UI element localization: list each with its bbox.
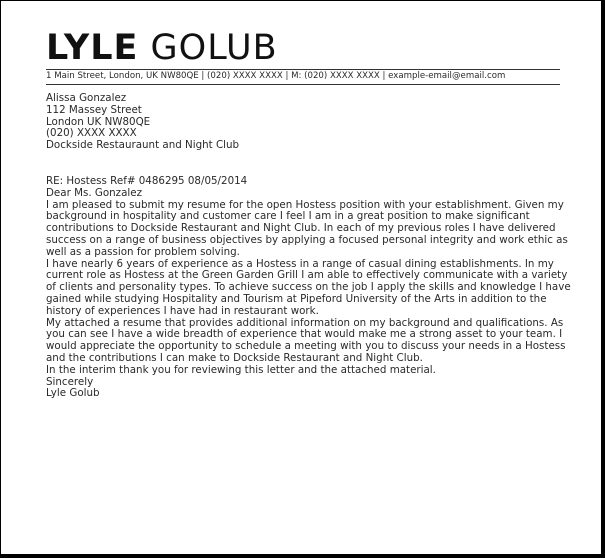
closing: Sincerely (46, 375, 94, 388)
recipient-street: 112 Massey Street (46, 103, 142, 116)
letterhead-name (46, 28, 278, 68)
letter-body (46, 93, 576, 400)
paragraph-resume: My attached a resume that provides additional information on my background and qualifications. As you can see I have a wide breadth of experience that would make me a strong asset to your team. I would appreciate the opportunity to schedule a meeting with you to discuss your needs in a Hostess and the contributions I can make to Dockside Restaurant and Night Club. (46, 316, 566, 364)
salutation: Dear Ms. Gonzalez (46, 186, 142, 199)
paragraph-experience: I have nearly 6 years of experience as a Hostess in a range of casual dining establishments. In my current role as Hostess at the Green Garden Grill I am able to effectively communicate with a variety of clients and personality types. To achieve success on the job I apply the skills and knowledge I have gained while studying Hospitality and Tourism at Pipeford University of the Arts in addition to the history of experiences I have had in restaurant work. (46, 257, 571, 317)
letterhead-first-name: LYLE (46, 28, 139, 68)
recipient-city: London UK NW80QE (46, 115, 151, 128)
recipient-name: Alissa Gonzalez (46, 92, 127, 104)
letterhead-bottom-divider (46, 84, 560, 85)
paragraph-intro: I am pleased to submit my resume for the open Hostess position with your establishment. Given my background in hospitality and customer care I feel I am in a great position to make significant contributions to Dockside Restaurant and Night Club. In each of my previous roles I have delivered success on a range of business objectives by applying a focused personal integrity and work ethic as well as a passion for problem solving. (46, 198, 568, 258)
signature: Lyle Golub (46, 387, 100, 400)
recipient-company: Dockside Restauraunt and Night Club (46, 139, 240, 152)
letterhead-top-divider (46, 69, 560, 70)
recipient-phone: (020) XXXX XXXX (46, 127, 137, 140)
reference-line: RE: Hostess Ref# 0486295 08/05/2014 (46, 174, 248, 187)
letterhead-last-name: GOLUB (150, 28, 278, 68)
recipient-address (46, 93, 576, 152)
paragraph-thanks: In the interim thank you for reviewing this letter and the attached material. (46, 363, 436, 376)
letterhead-contact-line: 1 Main Street, London, UK NW80QE | (020) XXXX XXXX | M: (020) XXXX XXXX | example-email@email.com (46, 71, 506, 81)
